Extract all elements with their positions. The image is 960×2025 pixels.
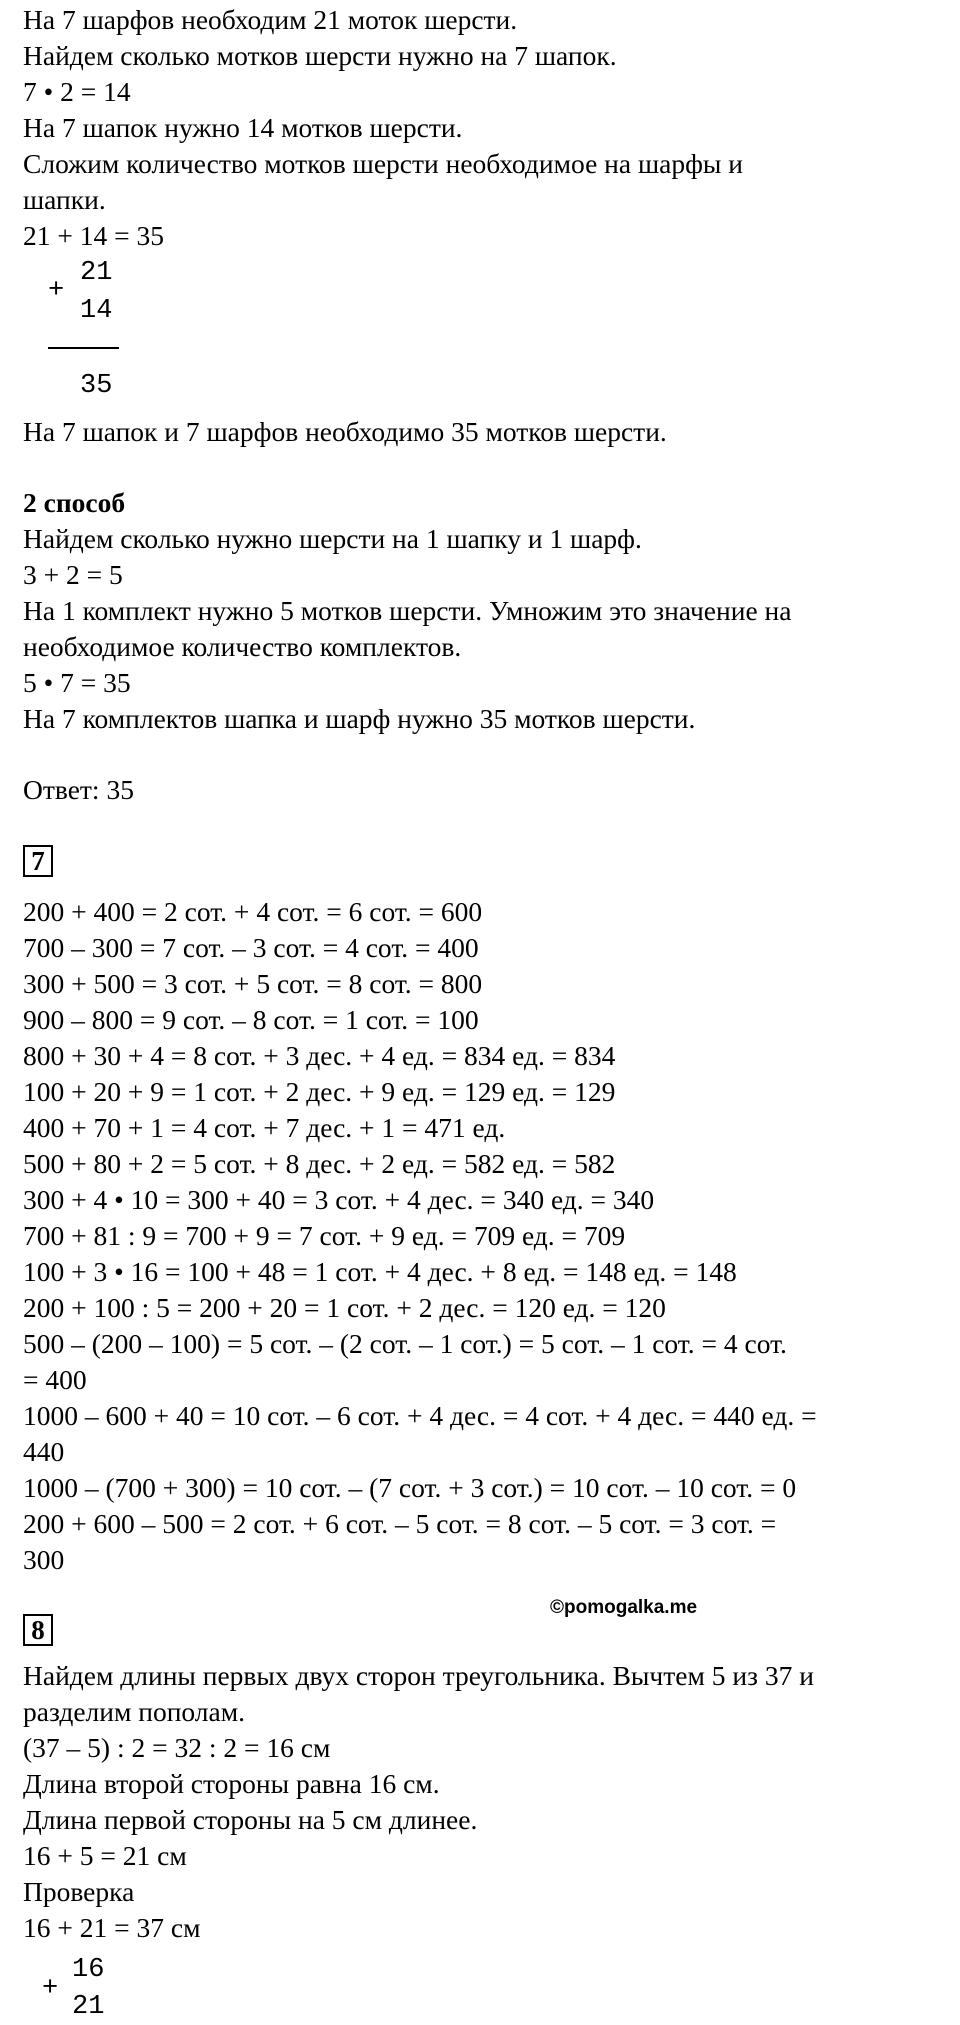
equation-line: 440 — [23, 1436, 65, 1467]
equation-line: 300 + 500 = 3 сот. + 5 сот. = 8 сот. = 800 — [23, 968, 483, 999]
equation-line: 800 + 30 + 4 = 8 сот. + 3 дес. + 4 ед. = 834 ед. = 834 — [23, 1040, 616, 1071]
conclusion-line: На 7 шапок и 7 шарфов необходимо 35 мотков шерсти. — [23, 416, 667, 447]
text-line: На 1 комплект нужно 5 мотков шерсти. Умножим это значение на — [23, 595, 792, 626]
column-bottom-number: 14 — [80, 296, 113, 326]
equation-line: 400 + 70 + 1 = 4 сот. + 7 дес. + 1 = 471 ед. — [23, 1112, 506, 1143]
text-line: Длина первой стороны на 5 см длинее. — [23, 1804, 478, 1835]
task-number-8: 8 — [23, 1614, 53, 1646]
equation-line: 900 – 800 = 9 сот. – 8 сот. = 1 сот. = 100 — [23, 1004, 479, 1035]
equation-line: 500 – (200 – 100) = 5 сот. – (2 сот. – 1 сот.) = 5 сот. – 1 сот. = 4 сот. — [23, 1328, 787, 1359]
equation-line: 700 – 300 = 7 сот. – 3 сот. = 4 сот. = 400 — [23, 932, 479, 963]
equation-line: (37 – 5) : 2 = 32 : 2 = 16 см — [23, 1732, 331, 1763]
equation-line: 700 + 81 : 9 = 700 + 9 = 7 сот. + 9 ед. = 709 ед. = 709 — [23, 1220, 626, 1251]
equation-line: 100 + 3 • 16 = 100 + 48 = 1 сот. + 4 дес. + 8 ед. = 148 ед. = 148 — [23, 1256, 737, 1287]
equation-line: 16 + 5 = 21 см — [23, 1840, 187, 1871]
column-bottom-number: 21 — [72, 1992, 105, 2022]
equation-line: 200 + 400 = 2 сот. + 4 сот. = 6 сот. = 600 — [23, 896, 483, 927]
column-plus-sign: + — [42, 1974, 59, 2004]
equation-line: 21 + 14 = 35 — [23, 220, 165, 251]
answer-line: Ответ: 35 — [23, 774, 134, 805]
equation-line: 200 + 600 – 500 = 2 сот. + 6 сот. – 5 сот. = 8 сот. – 5 сот. = 3 сот. = — [23, 1508, 777, 1539]
column-plus-sign: + — [48, 276, 65, 306]
text-line: Сложим количество мотков шерсти необходимое на шарфы и — [23, 148, 743, 179]
equation-line: 1000 – (700 + 300) = 10 сот. – (7 сот. + 3 сот.) = 10 сот. – 10 сот. = 0 — [23, 1472, 797, 1503]
column-result-number: 35 — [80, 371, 113, 401]
text-line: Найдем длины первых двух сторон треугольника. Вычтем 5 из 37 и — [23, 1660, 814, 1691]
text-line: На 7 шапок нужно 14 мотков шерсти. — [23, 112, 463, 143]
watermark: ©pomogalka.me — [550, 1597, 698, 1618]
text-line: разделим пополам. — [23, 1696, 246, 1727]
text-line: шапки. — [23, 184, 106, 215]
equation-line: 5 • 7 = 35 — [23, 667, 131, 698]
text-line: На 7 комплектов шапка и шарф нужно 35 мотков шерсти. — [23, 703, 696, 734]
equation-line: 300 — [23, 1544, 65, 1575]
column-result-line — [48, 347, 119, 349]
equation-line: 16 + 21 = 37 см — [23, 1912, 201, 1943]
column-top-number: 16 — [72, 1955, 105, 1985]
equation-line: 1000 – 600 + 40 = 10 сот. – 6 сот. + 4 дес. = 4 сот. + 4 дес. = 440 ед. = — [23, 1400, 817, 1431]
equation-line: 100 + 20 + 9 = 1 сот. + 2 дес. + 9 ед. = 129 ед. = 129 — [23, 1076, 616, 1107]
equation-line: = 400 — [23, 1364, 87, 1395]
task-number-7: 7 — [23, 845, 53, 877]
text-line: Найдем сколько мотков шерсти нужно на 7 шапок. — [23, 40, 617, 71]
text-line: Проверка — [23, 1876, 135, 1907]
text-line: необходимое количество комплектов. — [23, 631, 462, 662]
equation-line: 3 + 2 = 5 — [23, 559, 123, 590]
column-top-number: 21 — [80, 258, 113, 288]
method-heading: 2 способ — [23, 487, 126, 518]
text-line: Длина второй стороны равна 16 см. — [23, 1768, 440, 1799]
text-line: Найдем сколько нужно шерсти на 1 шапку и 1 шарф. — [23, 523, 642, 554]
equation-line: 7 • 2 = 14 — [23, 76, 131, 107]
equation-line: 300 + 4 • 10 = 300 + 40 = 3 сот. + 4 дес. = 340 ед. = 340 — [23, 1184, 655, 1215]
equation-line: 200 + 100 : 5 = 200 + 20 = 1 сот. + 2 дес. = 120 ед. = 120 — [23, 1292, 666, 1323]
equation-line: 500 + 80 + 2 = 5 сот. + 8 дес. + 2 ед. = 582 ед. = 582 — [23, 1148, 616, 1179]
text-line: На 7 шарфов необходим 21 моток шерсти. — [23, 4, 518, 35]
